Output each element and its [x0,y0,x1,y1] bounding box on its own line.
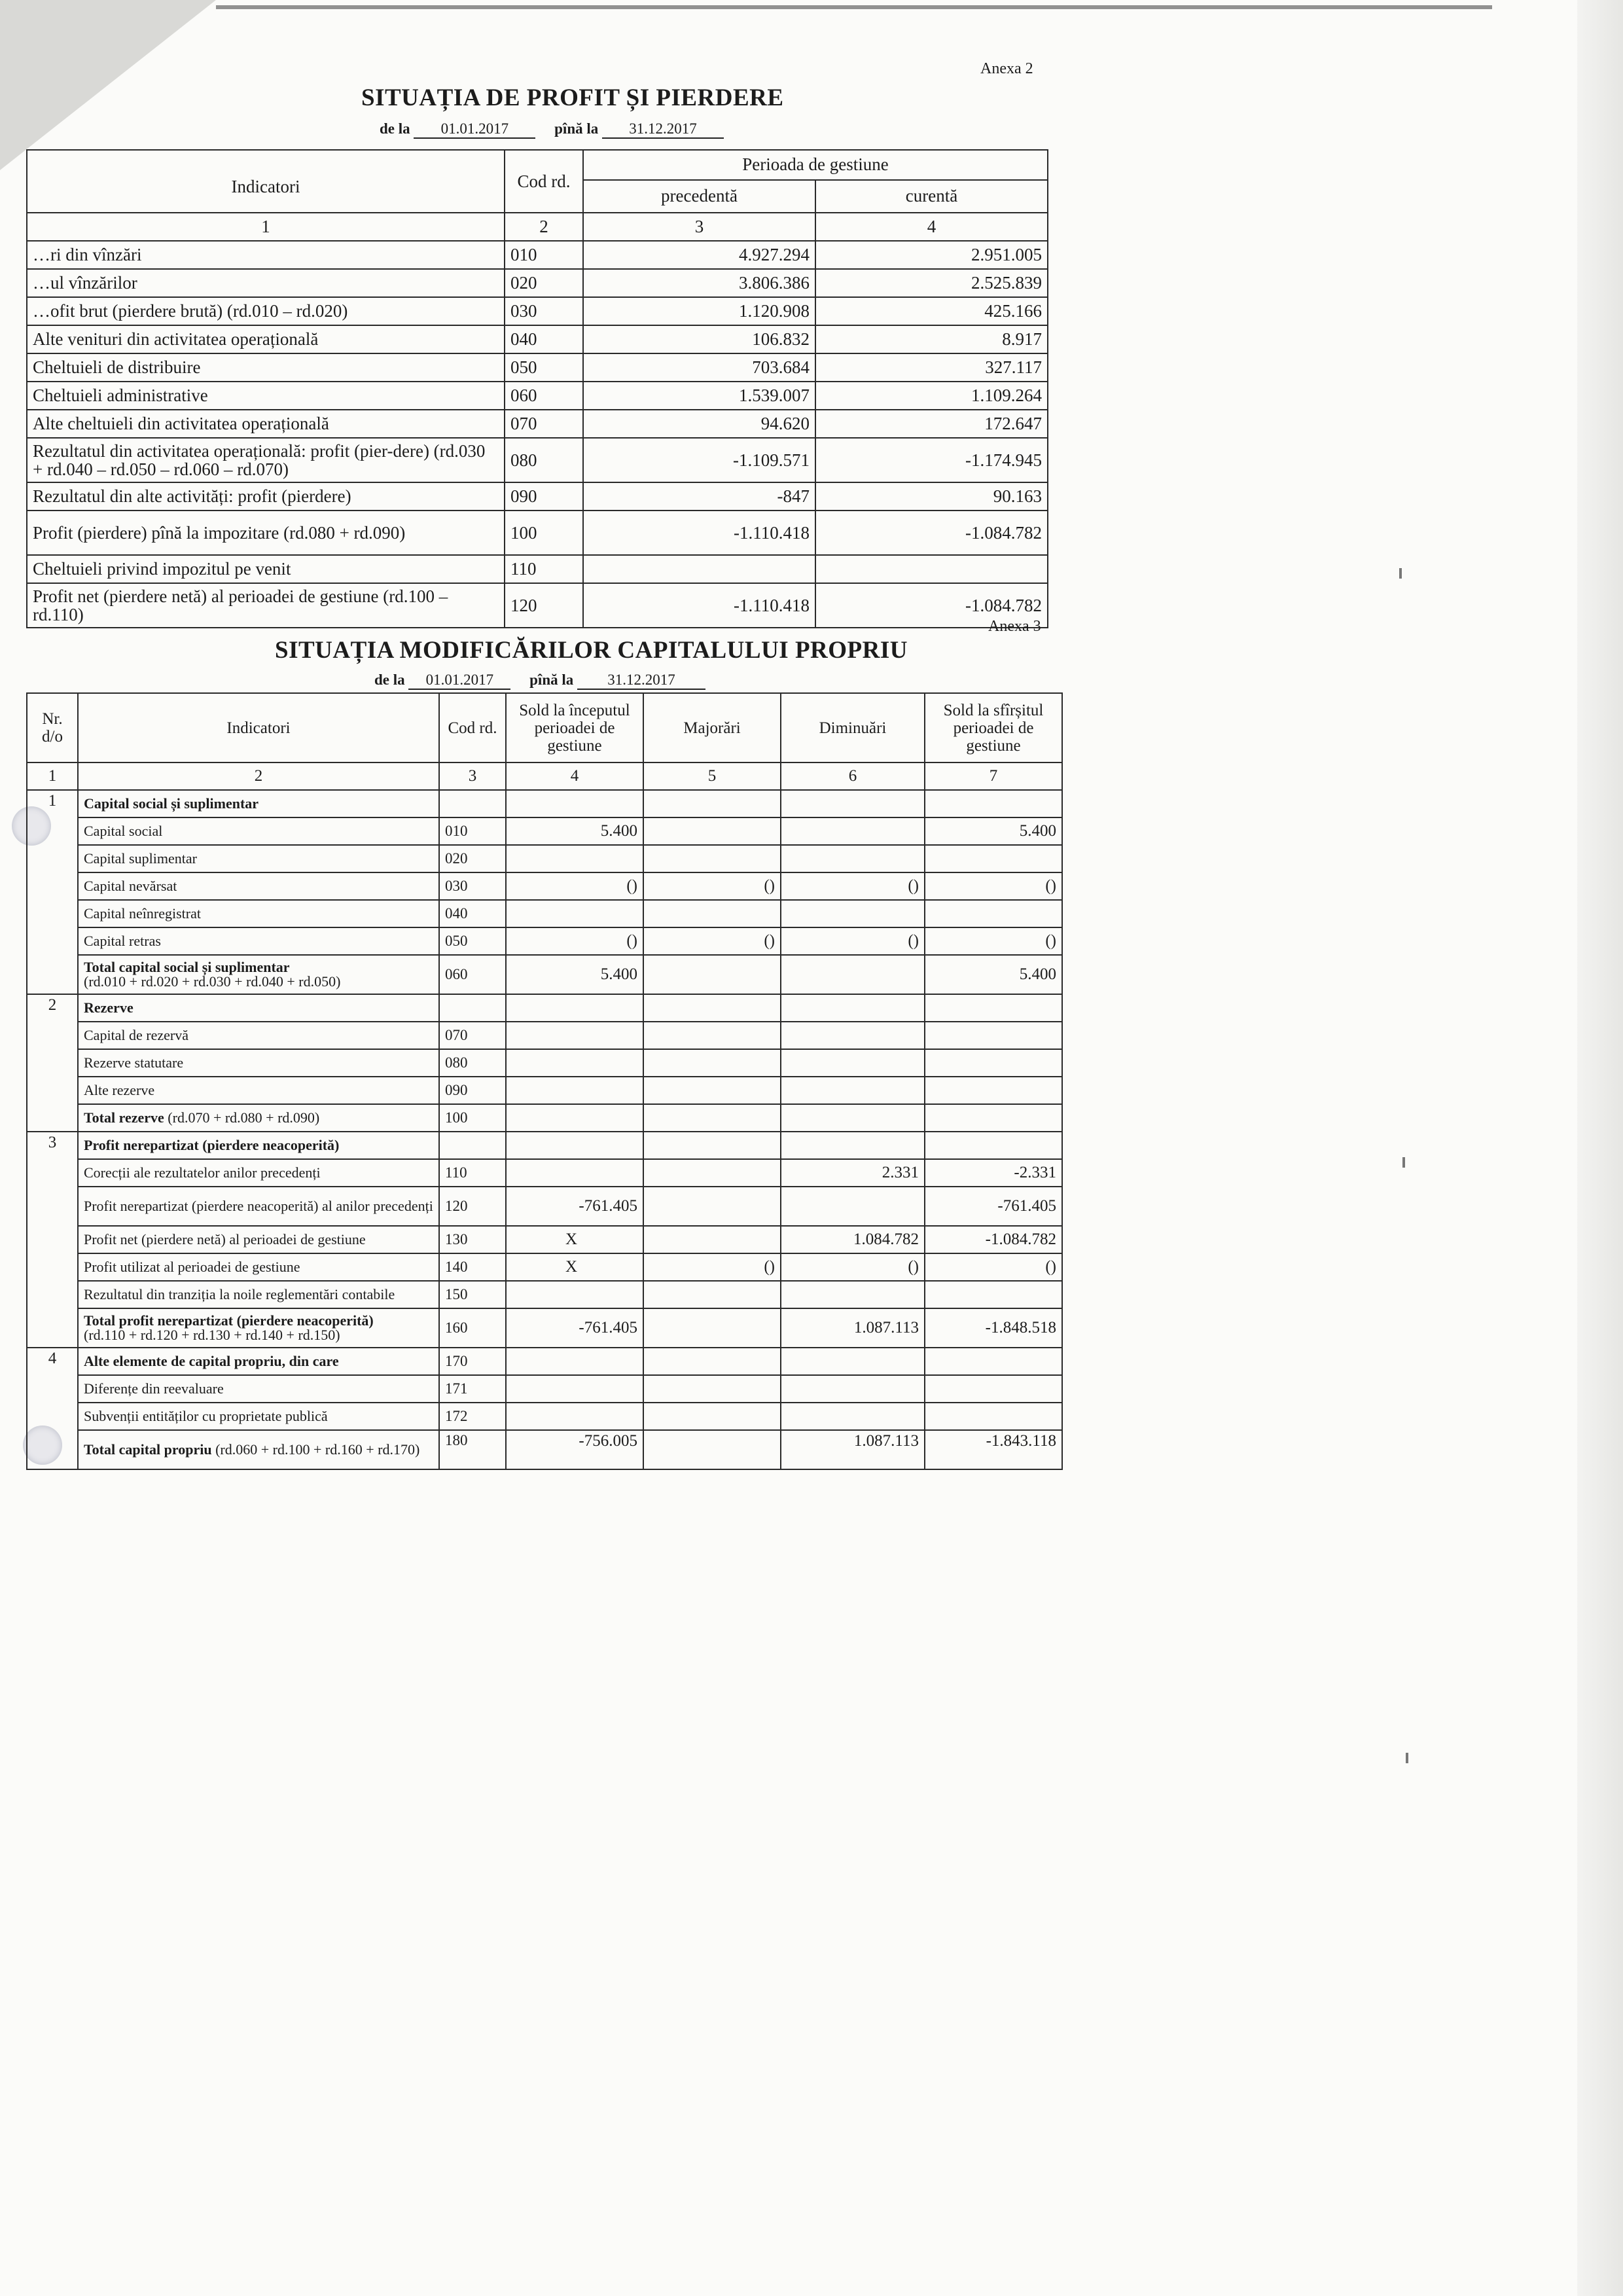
eq-start: X [506,1226,643,1253]
pl-row [27,482,1048,511]
pl-indicator: Alte venituri din activitatea operațională [27,325,505,353]
eq-row [27,1253,1062,1281]
pl-row [27,410,1048,438]
scan-speck [1402,1157,1405,1168]
scan-right-edge [1577,0,1623,2296]
eq-total-formula: (rd.010 + rd.020 + rd.030 + rd.040 + rd.050) [84,973,341,990]
eq-maj [643,1430,781,1469]
eq-row [27,1226,1062,1253]
eq-total-row [27,1308,1062,1348]
eq-end: -1.084.782 [925,1226,1062,1253]
eq-cod: 171 [439,1375,506,1403]
eq-start [506,900,643,927]
pl-colnum: 4 [815,213,1048,241]
eq-end [925,1049,1062,1077]
eq-end: 5.400 [925,817,1062,845]
eq-row [27,1403,1062,1430]
pl-indicator: …ofit brut (pierdere brută) (rd.010 – rd.020) [27,297,505,325]
eq-start [506,1281,643,1308]
pl-colnum: 2 [505,213,583,241]
eq-cod: 130 [439,1226,506,1253]
pl-colnum: 1 [27,213,505,241]
pl-indicator: Cheltuieli privind impozitul pe venit [27,555,505,583]
eq-dim: 2.331 [781,1159,925,1187]
pl-row [27,325,1048,353]
pl-row [27,382,1048,410]
eq-end [925,1403,1062,1430]
eq-to-label: pînă la [529,672,574,688]
eq-dim [781,955,925,994]
eq-indicator [78,1104,439,1132]
pl-period [380,120,724,139]
pl-indicator: Profit (pierdere) pînă la impozitare (rd.080 + rd.090) [27,511,505,555]
eq-colnum: 6 [781,762,925,790]
eq-start [506,1049,643,1077]
scan-speck [1406,1753,1408,1763]
pl-indicator: Rezultatul din activitatea operațională: profit (pier-dere) (rd.030 + rd.040 – rd.050 – rd.060 – rd.070) [27,438,505,482]
eq-start [506,1159,643,1187]
pl-row [27,555,1048,583]
eq-total-row [27,955,1062,994]
eq-row [27,1281,1062,1308]
equity-period [374,672,705,690]
pl-row [27,511,1048,555]
pl-prev: -1.110.418 [583,511,815,555]
pl-to-date: 31.12.2017 [602,120,724,139]
equity-changes-table [26,692,1063,1470]
pl-indicator: …ul vînzărilor [27,269,505,297]
eq-row [27,1049,1062,1077]
eq-cod: 150 [439,1281,506,1308]
eq-indicator: Profit nerepartizat (pierdere neacoperită) al anilor precedenți [78,1187,439,1226]
eq-maj [643,1403,781,1430]
pl-curr: -1.084.782 [815,583,1048,628]
eq-dim: () [781,927,925,955]
eq-end [925,900,1062,927]
eq-from-date: 01.01.2017 [408,672,510,690]
pl-curr [815,555,1048,583]
eq-dim: 1.087.113 [781,1308,925,1348]
eq-start: 5.400 [506,817,643,845]
eq-dim [781,1022,925,1049]
pl-cod: 080 [505,438,583,482]
pl-title: SITUAȚIA DE PROFIT ȘI PIERDERE [361,84,784,111]
eq-indicator: Profit net (pierdere netă) al perioadei de gestiune [78,1226,439,1253]
eq-dim [781,817,925,845]
eq-dim: 1.084.782 [781,1226,925,1253]
eq-end: -1.843.118 [925,1430,1062,1469]
pl-curr: 2.951.005 [815,241,1048,269]
eq-dim: () [781,872,925,900]
eq-maj [643,845,781,872]
pl-header-cod: Cod rd. [505,150,583,213]
eq-total-formula: (rd.060 + rd.100 + rd.160 + rd.170) [215,1441,420,1458]
eq-colnum: 2 [78,762,439,790]
eq-cod: 140 [439,1253,506,1281]
eq-to-date: 31.12.2017 [577,672,705,690]
eq-row [27,872,1062,900]
eq-end: () [925,1253,1062,1281]
eq-section-row [27,790,1062,817]
eq-indicator [78,1308,439,1348]
eq-start: -761.405 [506,1187,643,1226]
eq-dim: 1.087.113 [781,1430,925,1469]
pl-cod: 070 [505,410,583,438]
eq-cod: 100 [439,1104,506,1132]
pl-curr: -1.174.945 [815,438,1048,482]
eq-section-label: Capital social și suplimentar [78,790,439,817]
pl-curr: -1.084.782 [815,511,1048,555]
folded-corner [0,0,216,170]
pl-cod: 010 [505,241,583,269]
eq-start [506,1022,643,1049]
pl-curr: 90.163 [815,482,1048,511]
eq-row [27,1159,1062,1187]
eq-maj [643,1187,781,1226]
eq-cod: 160 [439,1308,506,1348]
eq-section-label: Rezerve [78,994,439,1022]
pl-indicator: Rezultatul din alte activități: profit (pierdere) [27,482,505,511]
eq-maj [643,1281,781,1308]
eq-start [506,845,643,872]
eq-header-cod: Cod rd. [439,693,506,762]
eq-section-nr: 4 [27,1348,78,1469]
eq-colnum: 5 [643,762,781,790]
profit-loss-table [26,149,1048,628]
eq-end: -1.848.518 [925,1308,1062,1348]
annex-2-label: Anexa 2 [980,60,1033,77]
pl-indicator: Profit net (pierdere netă) al perioadei de gestiune (rd.100 – rd.110) [27,583,505,628]
eq-colnum: 7 [925,762,1062,790]
eq-section-label: Alte elemente de capital propriu, din care [78,1348,439,1375]
pl-prev: 703.684 [583,353,815,382]
eq-maj [643,1104,781,1132]
pl-from-date: 01.01.2017 [414,120,535,139]
eq-cod: 060 [439,955,506,994]
eq-maj [643,1308,781,1348]
pl-prev: 3.806.386 [583,269,815,297]
eq-end [925,1022,1062,1049]
pl-cod: 100 [505,511,583,555]
pl-prev: 4.927.294 [583,241,815,269]
eq-end [925,1375,1062,1403]
eq-maj [643,1049,781,1077]
pl-prev: 106.832 [583,325,815,353]
eq-maj [643,1375,781,1403]
pl-cod: 060 [505,382,583,410]
eq-start [506,1375,643,1403]
eq-cod: 050 [439,927,506,955]
eq-dim [781,1403,925,1430]
pl-row [27,583,1048,628]
pl-header-curenta: curentă [815,180,1048,213]
pl-prev: 94.620 [583,410,815,438]
eq-start: 5.400 [506,955,643,994]
eq-section-label: Profit nerepartizat (pierdere neacoperită) [78,1132,439,1159]
eq-row [27,1022,1062,1049]
eq-total-formula: (rd.070 + rd.080 + rd.090) [168,1109,320,1126]
scan-top-edge [216,5,1492,9]
eq-section-row [27,1348,1062,1375]
pl-cod: 050 [505,353,583,382]
pl-prev: 1.539.007 [583,382,815,410]
pl-row [27,269,1048,297]
eq-dim [781,1104,925,1132]
eq-start: -761.405 [506,1308,643,1348]
eq-start [506,1403,643,1430]
eq-indicator: Capital neînregistrat [78,900,439,927]
pl-row [27,241,1048,269]
pl-curr: 2.525.839 [815,269,1048,297]
eq-colnum: 1 [27,762,78,790]
pl-curr: 8.917 [815,325,1048,353]
pl-prev: -847 [583,482,815,511]
pl-prev: 1.120.908 [583,297,815,325]
eq-cod: 080 [439,1049,506,1077]
eq-cod: 170 [439,1348,506,1375]
eq-maj [643,1159,781,1187]
pl-cod: 120 [505,583,583,628]
pl-curr: 327.117 [815,353,1048,382]
pl-cod: 090 [505,482,583,511]
eq-cod: 040 [439,900,506,927]
eq-maj: () [643,927,781,955]
pl-cod: 030 [505,297,583,325]
pl-header-perioada: Perioada de gestiune [583,150,1048,180]
eq-maj [643,900,781,927]
pl-cod: 040 [505,325,583,353]
eq-start: -756.005 [506,1430,643,1469]
eq-indicator: Subvenții entităților cu proprietate publică [78,1403,439,1430]
eq-end: () [925,927,1062,955]
eq-end [925,1077,1062,1104]
eq-indicator: Capital nevărsat [78,872,439,900]
eq-start: X [506,1253,643,1281]
pl-indicator: Cheltuieli administrative [27,382,505,410]
eq-start [506,1104,643,1132]
pl-indicator: Alte cheltuieli din activitatea operațională [27,410,505,438]
eq-indicator: Capital social [78,817,439,845]
eq-header-majorari: Majorări [643,693,781,762]
eq-cod: 180 [439,1430,506,1469]
eq-dim [781,1281,925,1308]
eq-total-label: Total capital social și suplimentar [84,959,290,975]
eq-row [27,817,1062,845]
pl-indicator: …ri din vînzări [27,241,505,269]
pl-curr: 1.109.264 [815,382,1048,410]
eq-cod: 020 [439,845,506,872]
eq-total-formula: (rd.110 + rd.120 + rd.130 + rd.140 + rd.150) [84,1327,340,1343]
eq-header-indicatori: Indicatori [78,693,439,762]
eq-section-row [27,1132,1062,1159]
eq-section-nr: 3 [27,1132,78,1348]
eq-cod: 110 [439,1159,506,1187]
pl-to-label: pînă la [554,120,599,137]
eq-section-nr: 1 [27,790,78,994]
eq-indicator [78,955,439,994]
eq-start: () [506,927,643,955]
pl-prev: -1.109.571 [583,438,815,482]
eq-dim [781,900,925,927]
eq-end [925,1104,1062,1132]
eq-row [27,845,1062,872]
pl-prev [583,555,815,583]
eq-maj [643,817,781,845]
pl-cod: 110 [505,555,583,583]
eq-cod: 070 [439,1022,506,1049]
eq-section-row [27,994,1062,1022]
pl-curr: 172.647 [815,410,1048,438]
eq-total-label: Total capital propriu [84,1441,212,1458]
pl-from-label: de la [380,120,410,137]
eq-dim [781,1049,925,1077]
eq-cod: 030 [439,872,506,900]
pl-curr: 425.166 [815,297,1048,325]
eq-dim [781,1077,925,1104]
eq-maj [643,1022,781,1049]
pl-row [27,353,1048,382]
eq-total-label: Total profit nerepartizat (pierdere neacoperită) [84,1312,374,1329]
eq-maj: () [643,872,781,900]
eq-maj [643,1226,781,1253]
eq-indicator: Profit utilizat al perioadei de gestiune [78,1253,439,1281]
eq-colnum: 4 [506,762,643,790]
eq-indicator: Capital de rezervă [78,1022,439,1049]
eq-end [925,1281,1062,1308]
eq-total-row [27,1104,1062,1132]
eq-maj [643,955,781,994]
eq-indicator: Rezerve statutare [78,1049,439,1077]
eq-dim [781,1187,925,1226]
eq-section-nr: 2 [27,994,78,1132]
eq-cod: 120 [439,1187,506,1226]
eq-end: -761.405 [925,1187,1062,1226]
eq-total-label: Total rezerve [84,1109,164,1126]
eq-cod: 090 [439,1077,506,1104]
eq-row [27,1375,1062,1403]
pl-indicator: Cheltuieli de distribuire [27,353,505,382]
eq-from-label: de la [374,672,405,688]
equity-title: SITUAȚIA MODIFICĂRILOR CAPITALULUI PROPRIU [275,637,908,664]
eq-header-sold-inceput: Sold la începutul perioadei de gestiune [506,693,643,762]
pl-cod: 020 [505,269,583,297]
eq-end [925,845,1062,872]
eq-row [27,1187,1062,1226]
eq-row [27,900,1062,927]
eq-indicator: Rezultatul din tranziția la noile reglementări contabile [78,1281,439,1308]
eq-cod: 010 [439,817,506,845]
eq-maj: () [643,1253,781,1281]
eq-start [506,1077,643,1104]
eq-cod: 172 [439,1403,506,1430]
eq-row [27,927,1062,955]
pl-prev: -1.110.418 [583,583,815,628]
eq-indicator: Diferențe din reevaluare [78,1375,439,1403]
eq-row [27,1077,1062,1104]
eq-end: -2.331 [925,1159,1062,1187]
eq-dim [781,1375,925,1403]
eq-header-sold-sfarsit: Sold la sfîrșitul perioadei de gestiune [925,693,1062,762]
eq-header-diminuari: Diminuări [781,693,925,762]
pl-header-precedenta: precedentă [583,180,815,213]
eq-end: () [925,872,1062,900]
eq-indicator [78,1430,439,1469]
eq-colnum: 3 [439,762,506,790]
eq-indicator: Capital retras [78,927,439,955]
pl-colnum: 3 [583,213,815,241]
eq-indicator: Capital suplimentar [78,845,439,872]
eq-header-nr: Nr. d/o [27,693,78,762]
pl-row [27,438,1048,482]
scan-speck [1399,568,1402,579]
annex-3-label: Anexa 3 [988,618,1041,635]
pl-header-indicatori: Indicatori [27,150,505,213]
eq-end: 5.400 [925,955,1062,994]
eq-dim: () [781,1253,925,1281]
eq-dim [781,845,925,872]
eq-maj [643,1077,781,1104]
pl-row [27,297,1048,325]
eq-indicator: Corecții ale rezultatelor anilor precedenți [78,1159,439,1187]
eq-indicator: Alte rezerve [78,1077,439,1104]
eq-start: () [506,872,643,900]
eq-total-row [27,1430,1062,1469]
